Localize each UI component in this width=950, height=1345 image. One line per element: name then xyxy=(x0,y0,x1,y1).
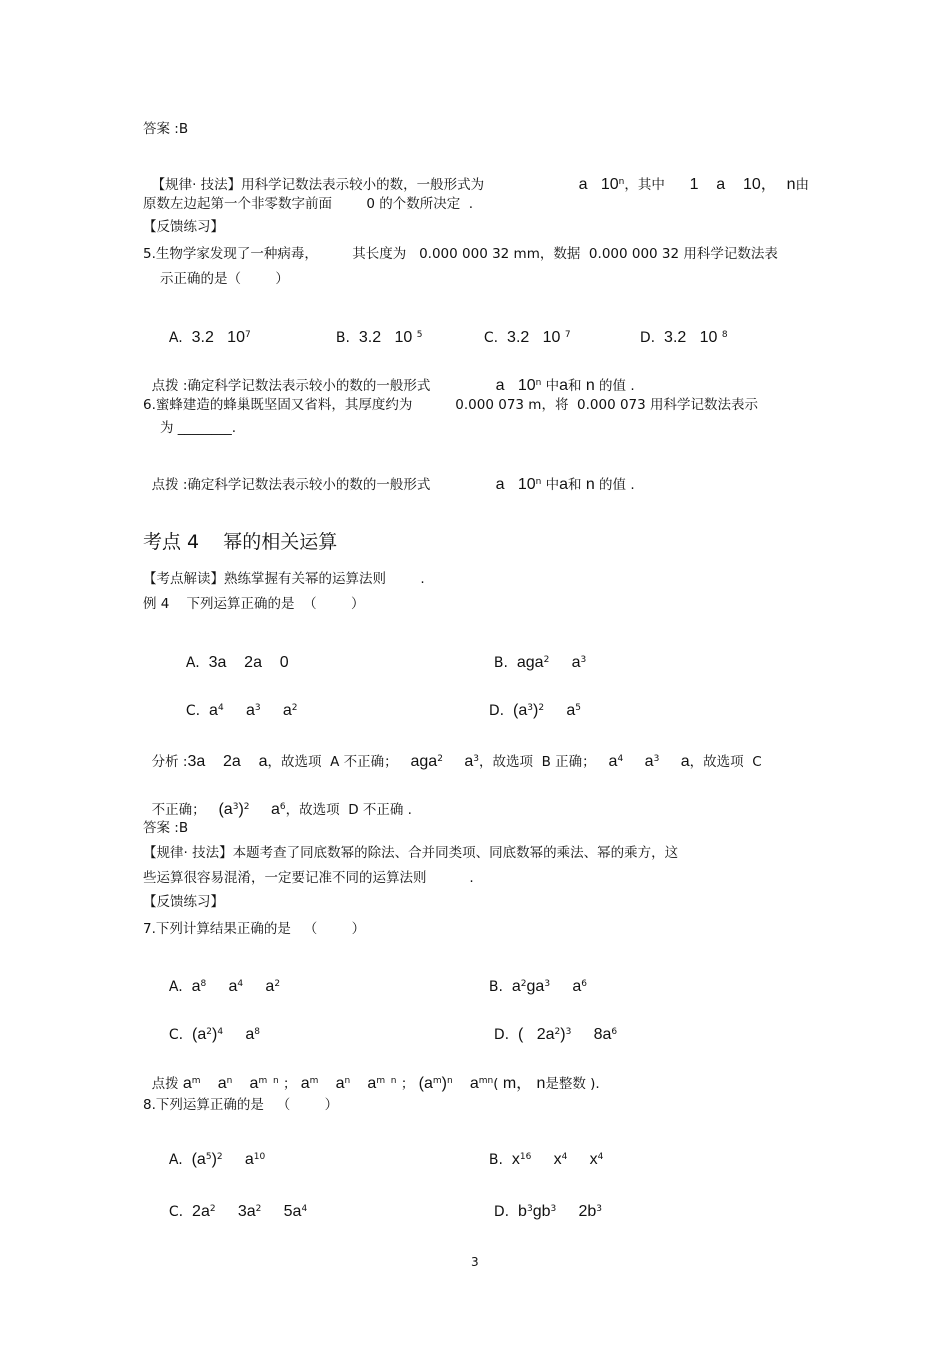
option-exp: 7 xyxy=(564,330,571,340)
question-7: 7.下列计算结果正确的是 （ ） xyxy=(143,921,366,937)
option-exp: 10 xyxy=(253,1152,266,1162)
analysis-expr: a xyxy=(270,801,280,818)
formula-text: ，其中 xyxy=(624,177,665,193)
q5-option-a xyxy=(160,311,251,347)
option-exp: 4 xyxy=(217,1027,224,1037)
analysis-text: ，故选项 C xyxy=(689,754,762,770)
option-expr: aga xyxy=(516,654,544,671)
option-exp: 2 xyxy=(274,979,281,989)
rule-text: 【规律· 技法】用科学记数法表示较小的数，一般形式为 xyxy=(151,177,485,193)
n-var: n xyxy=(786,176,796,193)
hint-text: 点拨 :确定科学记数法表示较小的数的一般形式 xyxy=(151,477,431,493)
option-expr: x xyxy=(511,1151,520,1168)
formula-base: a 10 xyxy=(578,176,619,193)
hint-word: 的值 . xyxy=(599,378,635,394)
option-exp: 5 xyxy=(575,703,581,713)
option-exp: 16 xyxy=(519,1152,532,1162)
hint-exp: n xyxy=(446,1076,453,1086)
option-exp: 4 xyxy=(217,703,224,713)
hint-expr: a xyxy=(367,1075,377,1092)
question-6: 6.蜜蜂建造的蜂巢既坚固又省料，其厚度约为 0.000 073 m，将 0.000 073 用科学记数法表示 xyxy=(143,397,759,413)
option-expr: 5a xyxy=(283,1203,302,1220)
option-expr: a xyxy=(245,702,255,719)
analysis-line-1 xyxy=(143,735,762,771)
hint-expr: a xyxy=(335,1075,345,1092)
option-exp: 8 xyxy=(200,979,207,989)
q5-option-c xyxy=(475,311,571,347)
rule-continuation: 原数左边起第一个非零数字前面 0 的个数所决定 . xyxy=(143,196,474,212)
option-expr: a xyxy=(245,1026,255,1043)
option-expr: a xyxy=(566,702,576,719)
option-label: A. xyxy=(168,1152,183,1168)
option-label: C. xyxy=(168,1204,184,1220)
option-expr: x xyxy=(589,1151,598,1168)
option-expr: ) xyxy=(212,1026,218,1043)
option-exp: 7 xyxy=(244,330,251,340)
option-exp: 3 xyxy=(544,979,551,989)
hint-n: n xyxy=(585,476,595,493)
option-expr: a xyxy=(191,978,201,995)
analysis-expr: a xyxy=(644,753,654,770)
hint-word: 的值 . xyxy=(599,477,635,493)
option-exp: 3 xyxy=(580,655,587,665)
hint-text: ). xyxy=(590,1076,600,1092)
option-base: 3.2 10 xyxy=(358,329,413,346)
hint-text: ( xyxy=(493,1076,499,1092)
hint-exp: n xyxy=(535,477,542,487)
hint-5 xyxy=(143,359,430,395)
option-exp: 5 xyxy=(205,1152,212,1162)
option-expr: ) xyxy=(533,702,539,719)
hint-expr: a xyxy=(469,1075,479,1092)
option-expr: 8a xyxy=(593,1026,612,1043)
feedback-heading-2: 【反馈练习】 xyxy=(143,894,224,910)
range-text: 1 a 10， xyxy=(689,176,777,193)
hint-text: ； xyxy=(282,1076,297,1092)
analysis-label: 分析 : xyxy=(151,754,188,770)
option-exp: 2 xyxy=(206,1027,213,1037)
option-label: A. xyxy=(168,330,183,346)
rule-technique-line xyxy=(143,158,484,194)
answer-line-2: 答案 :B xyxy=(143,820,189,836)
hint-exp: n xyxy=(226,1076,233,1086)
option-exp: 3 xyxy=(565,1027,572,1037)
hint-expr: n xyxy=(536,1075,546,1092)
option-expr: a xyxy=(244,1151,254,1168)
q7-option-a xyxy=(160,960,280,996)
option-label: D. xyxy=(493,1204,510,1220)
hint-exp: m xyxy=(309,1076,319,1086)
analysis-exp: 6 xyxy=(279,802,286,812)
page-number: 3 xyxy=(471,1255,479,1269)
option-expr: 3a 2a 0 xyxy=(208,654,289,671)
analysis-expr: aga xyxy=(410,753,438,770)
option-label: C. xyxy=(168,1027,184,1043)
option-exp: 3 xyxy=(550,1204,557,1214)
analysis-text: ，故选项 A 不正确； xyxy=(267,754,398,770)
option-expr: (a xyxy=(192,1026,207,1043)
option-base: 3.2 10 xyxy=(507,329,561,346)
option-exp: 6 xyxy=(611,1027,618,1037)
hint-expr: a xyxy=(182,1075,192,1092)
option-label: D. xyxy=(488,703,505,719)
option-exp: 3 xyxy=(254,703,261,713)
option-label: D. xyxy=(639,330,656,346)
option-expr: a xyxy=(571,654,581,671)
option-expr: a xyxy=(228,978,238,995)
option-expr: a xyxy=(265,978,275,995)
hint-exp: mn xyxy=(478,1076,494,1086)
hint-text: ； xyxy=(400,1076,415,1092)
option-expr: 3a xyxy=(237,1203,256,1220)
option-expr: ga xyxy=(526,978,545,995)
hint-exp: n xyxy=(535,378,542,388)
hint-expr: a xyxy=(217,1075,227,1092)
key-point: 【考点解读】熟练掌握有关幂的运算法则 . xyxy=(143,571,425,587)
option-exp: 3 xyxy=(596,1204,603,1214)
q5-option-d xyxy=(631,311,728,347)
analysis-exp: 3 xyxy=(232,802,239,812)
question-8: 8.下列运算正确的是 （ ） xyxy=(143,1097,339,1113)
option-expr: ) xyxy=(211,1151,217,1168)
option-exp: 2 xyxy=(209,1204,216,1214)
option-label: B. xyxy=(493,655,508,671)
option-expr: a xyxy=(282,702,292,719)
option-label: B. xyxy=(335,330,350,346)
rule-technique-2-cont: 些运算很容易混淆，一定要记准不同的运算法则 . xyxy=(143,870,474,886)
option-exp: 8 xyxy=(721,330,728,340)
hint-n: n xyxy=(585,377,595,394)
option-exp: 2 xyxy=(543,655,550,665)
q7-option-d xyxy=(485,1008,617,1044)
option-label: C. xyxy=(483,330,499,346)
hint-6-formula xyxy=(487,458,635,494)
hint-expr: (a xyxy=(418,1075,433,1092)
option-expr: b xyxy=(518,1203,527,1220)
q8-option-b xyxy=(480,1133,603,1169)
hint-expr: m， xyxy=(502,1075,533,1092)
option-exp: 3 xyxy=(527,703,534,713)
q8-option-c xyxy=(160,1185,307,1221)
option-exp: 2 xyxy=(255,1204,262,1214)
option-exp: 2 xyxy=(520,979,527,989)
analysis-exp: 2 xyxy=(437,754,443,764)
option-exp: 4 xyxy=(561,1152,568,1162)
q5-option-b xyxy=(327,311,422,347)
analysis-expr: ) xyxy=(238,801,244,818)
ex4-option-b xyxy=(485,636,586,672)
hint-exp: m n xyxy=(376,1076,397,1086)
hint-expr: a xyxy=(300,1075,310,1092)
option-expr: a xyxy=(209,702,218,719)
analysis-text: ，故选项 D 不正确 . xyxy=(285,802,412,818)
option-expr: 2a xyxy=(192,1203,210,1220)
hint-text: 是整数 xyxy=(545,1076,586,1092)
option-label: B. xyxy=(488,1152,503,1168)
option-label: C. xyxy=(185,703,201,719)
analysis-line-2 xyxy=(143,783,412,819)
option-expr: gb xyxy=(532,1203,551,1220)
option-base: 3.2 10 xyxy=(191,329,245,346)
hint-exp: m xyxy=(191,1076,201,1086)
hint-exp: n xyxy=(344,1076,351,1086)
hint-word: 和 xyxy=(568,477,582,493)
analysis-text: 不正确； xyxy=(151,802,206,818)
hint-base: a 10 xyxy=(495,476,536,493)
analysis-text: ，故选项 B 正确； xyxy=(479,754,596,770)
hint-6 xyxy=(143,458,430,494)
hint-word: 中 xyxy=(545,378,560,394)
hint-a: a xyxy=(559,377,569,394)
q7-option-b xyxy=(480,960,587,996)
option-exp: 2 xyxy=(554,1027,561,1037)
hint-word: 中 xyxy=(545,477,560,493)
option-expr: 2b xyxy=(578,1203,597,1220)
hint-label: 点拨 xyxy=(151,1076,179,1092)
n-text: 由 xyxy=(795,177,809,193)
rule-range xyxy=(681,158,777,194)
hint-7 xyxy=(143,1057,600,1093)
question-6-cont: 为 ________. xyxy=(160,420,237,436)
option-base: 3.2 10 xyxy=(664,329,718,346)
question-5: 5.生物学家发现了一种病毒， 其长度为 0.000 000 32 mm，数据 0.000 000 32 用科学记数法表 xyxy=(143,246,778,262)
hint-exp: m xyxy=(432,1076,442,1086)
option-exp: 4 xyxy=(597,1152,604,1162)
rule-n xyxy=(778,158,809,194)
option-exp: 5 xyxy=(416,330,423,340)
hint-expr: ) xyxy=(441,1075,447,1092)
option-exp: 2 xyxy=(216,1152,223,1162)
analysis-exp: 3 xyxy=(473,754,480,764)
option-expr: x xyxy=(553,1151,562,1168)
hint-base: a 10 xyxy=(495,377,536,394)
analysis-expr: (a xyxy=(218,801,233,818)
option-expr: ) xyxy=(560,1026,566,1043)
option-label: A. xyxy=(168,979,183,995)
option-label: A. xyxy=(185,655,200,671)
option-expr: a xyxy=(572,978,582,995)
analysis-expr: 3a 2a a xyxy=(187,753,268,770)
q8-option-d xyxy=(485,1185,602,1221)
option-expr: ( 2a xyxy=(518,1026,555,1043)
hint-exp: m n xyxy=(258,1076,279,1086)
option-exp: 4 xyxy=(237,979,244,989)
option-label: B. xyxy=(488,979,503,995)
hint-word: 和 xyxy=(568,378,582,394)
q8-option-a xyxy=(160,1133,265,1169)
question-5-cont: 示正确的是（ ） xyxy=(160,271,289,287)
q7-option-c xyxy=(160,1008,260,1044)
option-expr: (a xyxy=(191,1151,206,1168)
analysis-exp: 4 xyxy=(617,754,624,764)
example-4: 例 4 下列运算正确的是 （ ） xyxy=(143,596,365,612)
hint-text: 点拨 :确定科学记数法表示较小的数的一般形式 xyxy=(151,378,431,394)
option-exp: 3 xyxy=(526,1204,533,1214)
option-exp: 2 xyxy=(291,703,298,713)
option-exp: 8 xyxy=(254,1027,260,1037)
hint-a: a xyxy=(559,476,569,493)
ex4-option-d xyxy=(480,684,581,720)
section-heading: 考点 4 幂的相关运算 xyxy=(143,531,338,553)
option-exp: 2 xyxy=(538,703,545,713)
hint-expr: a xyxy=(249,1075,259,1092)
option-expr: a xyxy=(511,978,521,995)
option-exp: 6 xyxy=(581,979,587,989)
option-exp: 4 xyxy=(301,1204,308,1214)
rule-technique-2: 【规律· 技法】本题考查了同底数幂的除法、合并同类项、同底数幂的乘法、幂的乘方，这 xyxy=(143,845,679,861)
analysis-exp: 2 xyxy=(243,802,250,812)
option-expr: (a xyxy=(513,702,528,719)
ex4-option-a xyxy=(177,636,289,672)
analysis-exp: 3 xyxy=(653,754,660,764)
option-label: D. xyxy=(493,1027,510,1043)
analysis-expr: a xyxy=(680,753,690,770)
answer-line: 答案 :B xyxy=(143,121,189,137)
feedback-heading-1: 【反馈练习】 xyxy=(143,219,224,235)
hint-5-formula xyxy=(487,359,635,395)
analysis-expr: a xyxy=(608,753,618,770)
analysis-expr: a xyxy=(464,753,474,770)
rule-formula xyxy=(570,158,665,194)
formula-exp: n xyxy=(618,177,625,187)
ex4-option-c xyxy=(177,684,298,720)
